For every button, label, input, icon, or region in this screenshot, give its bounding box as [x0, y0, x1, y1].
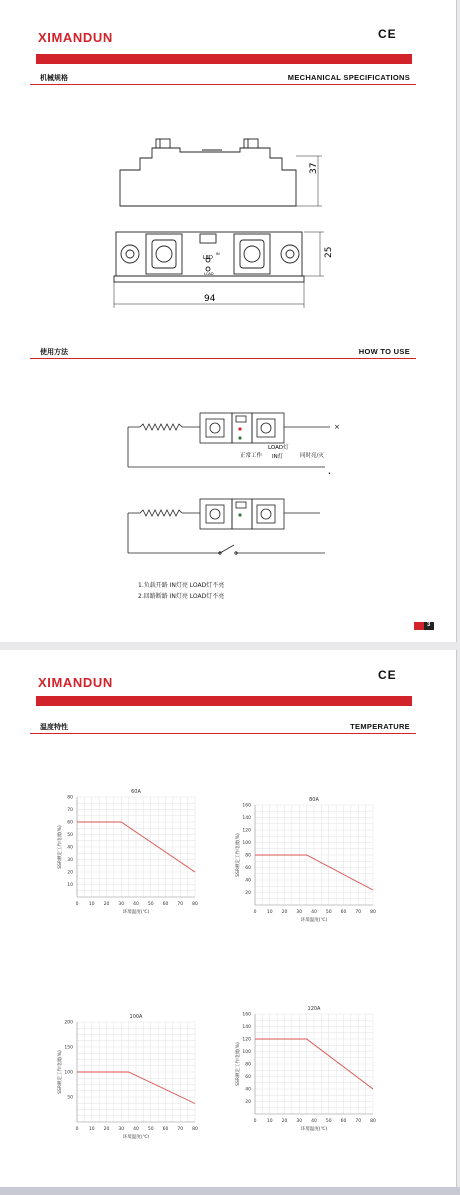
y-tick-label: 100 [64, 1070, 73, 1076]
x-tick-label: 20 [103, 1127, 110, 1132]
header-red-bar [36, 696, 412, 706]
label-both-on-off: 同时亮/灭 [300, 453, 324, 459]
section-title-en: MECHANICAL SPECIFICATIONS [287, 73, 410, 82]
x-tick-label: 0 [253, 910, 257, 915]
x-tick-label: 40 [133, 902, 139, 907]
section-title-cn: 机械规格 [40, 74, 68, 82]
y-tick-label: 80 [67, 795, 73, 801]
mechanical-drawing [110, 130, 335, 315]
x-tick-label: 60 [340, 1119, 347, 1124]
ce-mark: CE [378, 668, 397, 682]
y-axis-label: SSR额定工作电流(%) [236, 833, 241, 877]
page-number-accent [414, 622, 424, 630]
section-title-en: HOW TO USE [358, 347, 410, 356]
x-tick-label: 30 [296, 1119, 303, 1124]
section-title-cn: 温度特性 [40, 723, 68, 731]
section-title-en: TEMPERATURE [350, 722, 410, 731]
y-tick-label: 20 [245, 1100, 251, 1105]
led-label: LED [203, 255, 213, 261]
y-tick-label: 20 [245, 891, 251, 896]
x-tick-label: 70 [355, 910, 362, 915]
x-tick-label: 20 [281, 910, 288, 915]
x-tick-label: 10 [266, 1119, 273, 1124]
x-tick-label: 10 [88, 902, 95, 907]
x-tick-label: 80 [192, 902, 198, 907]
x-tick-label: 50 [147, 902, 154, 907]
y-tick-label: 160 [242, 803, 251, 809]
y-axis-label: SSR额定工作电流(%) [58, 1050, 63, 1094]
page-number: 3 [424, 622, 434, 630]
dim-depth: 25 [324, 246, 334, 258]
y-tick-label: 60 [245, 1075, 251, 1080]
y-tick-label: 40 [245, 878, 251, 884]
dim-width: 94 [204, 294, 216, 304]
x-tick-label: 60 [340, 910, 347, 915]
x-tick-label: 70 [177, 1127, 184, 1132]
chart-title: 100A [129, 1014, 143, 1020]
ac-terminal-icon: • [328, 471, 331, 477]
usage-note-2: 2.回路断路 IN灯亮 LOAD灯不亮 [138, 593, 225, 600]
x-tick-label: 50 [147, 1127, 154, 1132]
load-label: LOAD [204, 272, 214, 276]
derating-chart-100a [55, 1010, 205, 1145]
x-tick-label: 0 [75, 1127, 79, 1132]
derating-chart-120a [233, 1002, 383, 1137]
load-led-icon [238, 427, 241, 430]
y-tick-label: 80 [245, 853, 251, 859]
x-tick-label: 70 [177, 902, 184, 907]
y-tick-label: 100 [242, 1050, 251, 1055]
x-tick-label: 0 [75, 902, 79, 907]
label-load-lamp: LOAD灯 [268, 445, 289, 451]
x-tick-label: 80 [192, 1127, 198, 1132]
y-tick-label: 150 [64, 1045, 73, 1051]
y-tick-label: 10 [67, 883, 73, 888]
dim-height: 37 [309, 162, 319, 174]
viewer-bottom-strip [0, 1187, 460, 1195]
x-tick-label: 80 [370, 1119, 376, 1124]
section-divider [30, 84, 416, 85]
x-tick-label: 0 [253, 1119, 257, 1124]
chart-title: 60A [131, 789, 141, 795]
ce-mark: CE [378, 27, 397, 41]
derating-chart-60a [55, 785, 205, 920]
y-tick-label: 160 [242, 1012, 251, 1018]
x-tick-label: 10 [88, 1127, 95, 1132]
x-tick-label: 40 [133, 1127, 139, 1132]
section-divider [30, 733, 416, 734]
label-normal-work: 正常工作 [240, 453, 263, 459]
y-tick-label: 60 [67, 820, 73, 826]
y-tick-label: 140 [242, 816, 251, 821]
section-divider [30, 358, 416, 359]
y-tick-label: 60 [245, 866, 251, 871]
section-title-cn: 使用方法 [40, 348, 68, 356]
x-tick-label: 60 [162, 1127, 169, 1132]
page-temperature [0, 650, 457, 1187]
y-tick-label: 200 [64, 1020, 73, 1026]
y-axis-label: SSR额定工作电流(%) [236, 1042, 241, 1086]
x-tick-label: 30 [118, 902, 125, 907]
in-led-icon [238, 436, 241, 439]
label-in-lamp: IN灯 [272, 454, 284, 460]
y-tick-label: 50 [67, 833, 73, 838]
x-tick-label: 80 [370, 910, 376, 915]
y-tick-label: 50 [67, 1095, 73, 1101]
x-tick-label: 50 [325, 910, 332, 915]
x-axis-label: 环境温度(℃) [300, 1127, 328, 1132]
ac-source-icon: × [334, 423, 340, 431]
chart-title: 80A [309, 797, 319, 803]
in-label: IN [216, 252, 220, 256]
y-tick-label: 80 [245, 1062, 251, 1068]
y-axis-label: SSR额定工作电流(%) [58, 825, 63, 869]
brand-logo: XIMANDUN [38, 675, 113, 690]
x-tick-label: 50 [325, 1119, 332, 1124]
y-tick-label: 30 [67, 858, 73, 863]
y-tick-label: 120 [242, 1037, 251, 1043]
x-tick-label: 30 [118, 1127, 125, 1132]
x-tick-label: 40 [311, 1119, 317, 1124]
y-tick-label: 140 [242, 1025, 251, 1030]
chart-title: 120A [307, 1006, 321, 1012]
x-tick-label: 60 [162, 902, 169, 907]
x-axis-label: 环境温度(℃) [122, 1135, 150, 1140]
x-tick-label: 20 [281, 1119, 288, 1124]
derating-chart-80a [233, 793, 383, 928]
in-led-icon [238, 513, 241, 516]
x-tick-label: 40 [311, 910, 317, 915]
x-axis-label: 环境温度(℃) [300, 918, 328, 923]
usage-note-1: 1.负载开路 IN灯亮 LOAD灯不亮 [138, 582, 225, 589]
y-tick-label: 100 [242, 841, 251, 846]
y-tick-label: 40 [245, 1087, 251, 1093]
x-tick-label: 20 [103, 902, 110, 907]
x-tick-label: 70 [355, 1119, 362, 1124]
x-axis-label: 环境温度(℃) [122, 910, 150, 915]
header-red-bar [36, 54, 412, 64]
y-tick-label: 40 [67, 845, 73, 851]
y-tick-label: 120 [242, 828, 251, 834]
x-tick-label: 30 [296, 910, 303, 915]
y-tick-label: 70 [67, 808, 73, 813]
brand-logo: XIMANDUN [38, 30, 113, 45]
x-tick-label: 10 [266, 910, 273, 915]
y-tick-label: 20 [67, 870, 73, 876]
wiring-diagram [120, 405, 345, 565]
